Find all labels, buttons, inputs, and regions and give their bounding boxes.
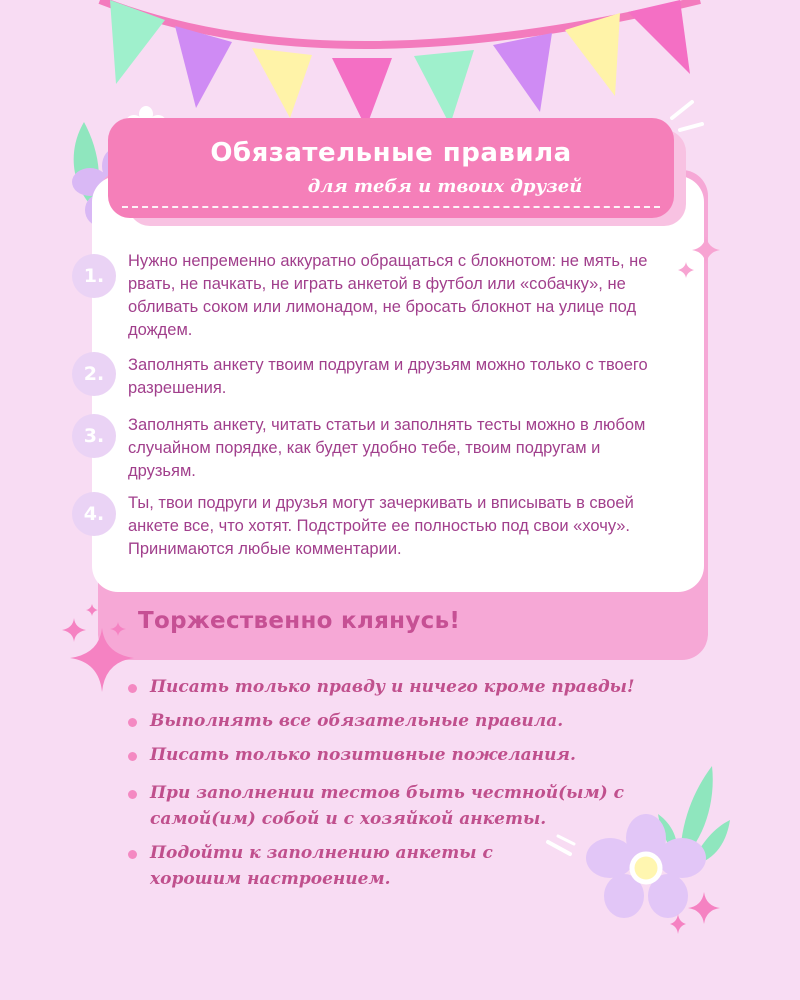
rule-number: 3. (72, 414, 116, 458)
rule-number: 1. (72, 254, 116, 298)
oath-text: Писать только позитивные пожелания. (150, 745, 576, 765)
oath-item (128, 710, 688, 738)
oath-title: Торжественно клянусь! (138, 608, 461, 634)
rule-text: Заполнять анкету твоим подругам и друзьям можно только с твоего разрешения. (128, 356, 648, 397)
stitch-line (122, 206, 660, 208)
page-subtitle: для тебя и твоих друзей (307, 176, 583, 197)
bullet-dot (128, 718, 137, 727)
rule-number: 2. (72, 352, 116, 396)
oath-text: Писать только правду и ничего кроме правды! (150, 677, 635, 697)
title-banner (108, 118, 674, 218)
rule-item-2 (72, 352, 672, 398)
page-title: Обязательные правила (210, 138, 572, 168)
bullet-dot (128, 752, 137, 761)
rule-number: 4. (72, 492, 116, 536)
bullet-dot (128, 850, 137, 859)
oath-text: Выполнять все обязательные правила. (150, 711, 564, 731)
rule-item-1 (72, 254, 672, 344)
sparkle-icon (662, 884, 726, 944)
rule-item-4 (72, 492, 672, 562)
rule-item-3 (72, 414, 672, 484)
oath-text: При заполнении тестов быть честной(ым) с самой(им) собой и с хозяйкой анкеты. (150, 783, 624, 829)
oath-item (128, 744, 688, 772)
bullet-dot (128, 790, 137, 799)
bullet-dot (128, 684, 137, 693)
rule-text: Заполнять анкету, читать статьи и заполнять тесты можно в любом случайном порядке, как будет удобно тебе, твоим подругам и друзьям. (128, 416, 646, 480)
sparkle-icon (676, 236, 722, 286)
shine-lines (668, 96, 708, 136)
oath-item (128, 676, 688, 704)
shine-lines (544, 832, 584, 872)
rule-text: Ты, твои подруги и друзья могут зачеркивать и вписывать в своей анкете все, что хотят. Подстройте ее полностью под свои «хочу». Принимаются любые комментарии. (128, 494, 634, 558)
oath-text: Подойти к заполнению анкеты с хорошим настроением. (150, 843, 493, 889)
rule-text: Нужно непременно аккуратно обращаться с блокнотом: не мять, не рвать, не пачкать, не играть анкетой в футбол или «собачку», не обливать соком или лимонадом, не бросать блокнот на улице под дождем. (128, 252, 648, 339)
